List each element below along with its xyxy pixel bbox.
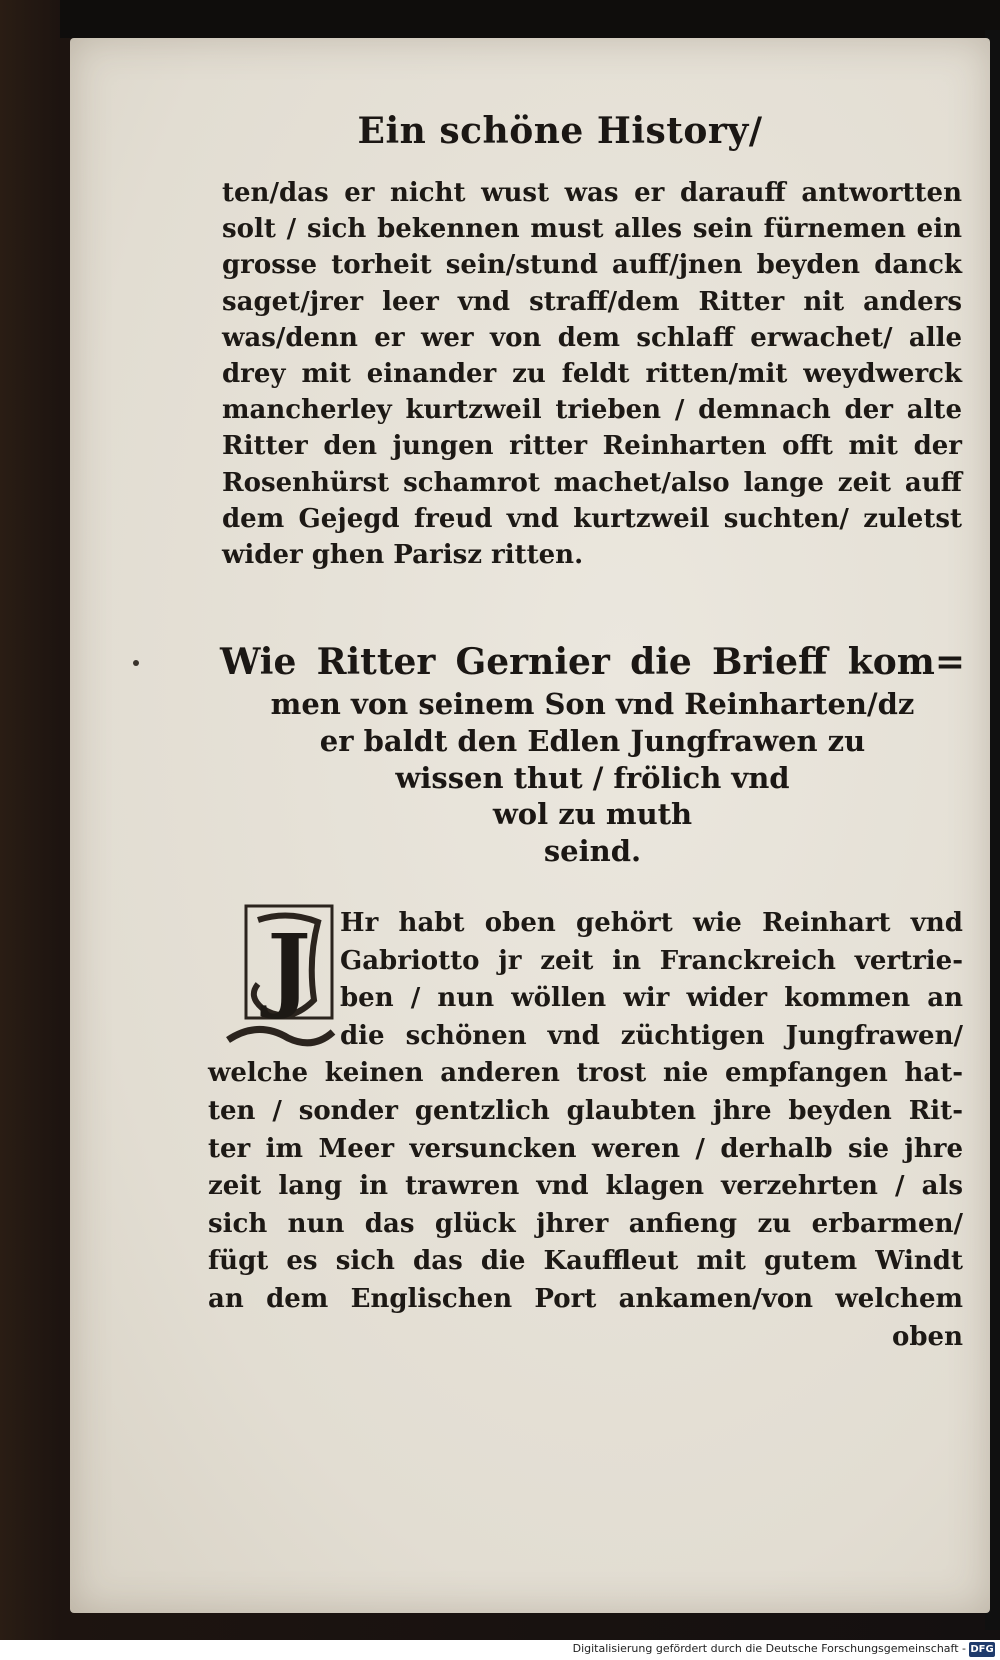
heading-line: Wie Ritter Gernier die Brieff kom= (220, 641, 965, 683)
chapter-heading (220, 638, 965, 870)
paragraph-text (208, 905, 963, 1356)
text-line: grosse torheit sein/stund auff/jnen beyden danck (222, 250, 962, 281)
text-line: Gabriotto jr zeit in Franckreich vertrie- (340, 945, 963, 976)
text-line: sich nun das glück jhrer anfieng zu erbarmen/ (208, 1208, 963, 1239)
text-line: ben / nun wöllen wir wider kommen an (340, 983, 963, 1014)
text-line: Ritter den jungen ritter Reinharten offt mit der (222, 431, 962, 462)
text-line: wider ghen Parisz ritten. (222, 539, 584, 570)
text-line: die schönen vnd züchtigen Jungfrawen/ (340, 1020, 963, 1051)
text-line: Hr habt oben gehört wie Reinhart vnd (340, 908, 963, 938)
text-line: fügt es sich das die Kauffleut mit gutem Windt (208, 1246, 963, 1277)
text-line: Rosenhürst schamrot machet/also lange zeit auff (222, 467, 962, 498)
text-line: welche keinen anderen trost nie empfangen hat- (208, 1058, 963, 1089)
heading-line: wissen thut / frölich vnd (395, 760, 790, 795)
heading-line: seind. (543, 834, 642, 869)
text-line: drey mit einander zu feldt ritten/mit weydwerck (222, 358, 962, 389)
text-line: solt / sich bekennen must alles sein fürnemen ein (222, 214, 962, 245)
text-line: an dem Englischen Port ankamen/von welchem (208, 1283, 963, 1314)
heading-line: er baldt den Edlen Jungfrawen zu (319, 723, 866, 758)
margin-dot (133, 660, 139, 666)
dfg-logo: DFG (970, 1644, 994, 1655)
text-line: ter im Meer versuncken weren / derhalb sie jhre (208, 1133, 963, 1164)
text-line: ten/das er nicht wust was er darauff antwortten (222, 178, 962, 208)
text-line: saget/jrer leer vnd straff/dem Ritter nit anders (222, 286, 962, 317)
initial-letter: J (267, 914, 311, 1022)
running-head: Ein schöne History/ (357, 110, 763, 152)
text-line: was/denn er wer von dem schlaff erwachet/ alle (222, 322, 962, 353)
text-line: ten / sonder gentzlich glaubten jhre beyden Rit- (208, 1095, 963, 1126)
heading-line: men von seinem Son vnd Reinharten/dz (270, 687, 915, 721)
body-text (222, 175, 962, 573)
text-line: mancherley kurtzweil trieben / demnach der alte (222, 395, 962, 426)
text-line: zeit lang in trawren vnd klagen verzehrten / als (208, 1171, 963, 1202)
footer-credit: Digitalisierung gefördert durch die Deutsche Forschungsgemeinschaft - (572, 1642, 966, 1655)
text-line: dem Gejegd freud vnd kurtzweil suchten/ zuletst (222, 503, 962, 534)
heading-line: wol zu muth (492, 797, 693, 832)
catchword: oben (892, 1321, 963, 1352)
scan-top-edge (60, 0, 1000, 38)
